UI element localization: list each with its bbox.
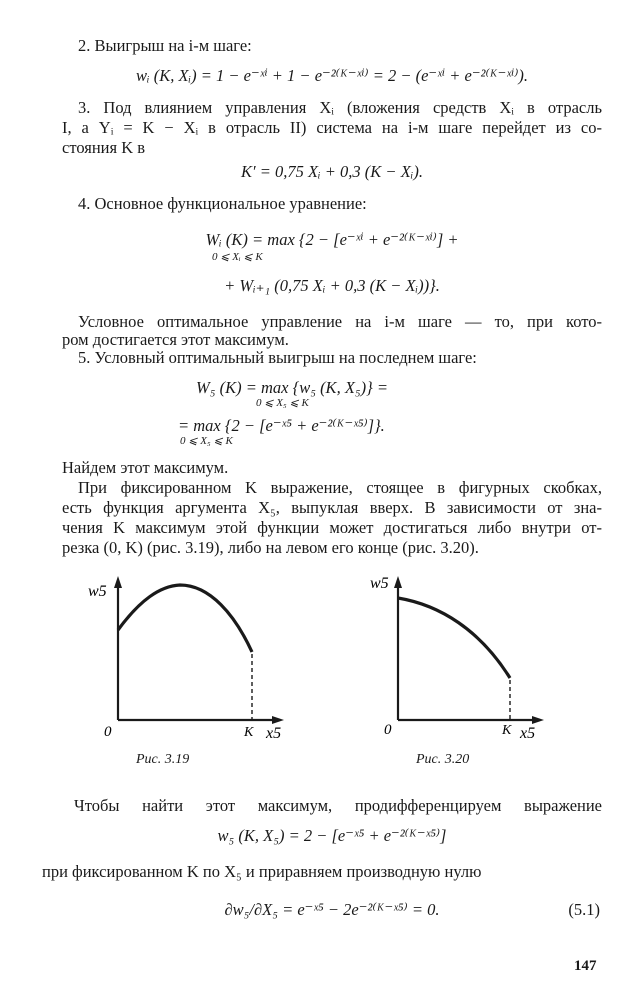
figure-caption: Рис. 3.20 bbox=[416, 752, 470, 767]
figure-3-19 bbox=[80, 570, 300, 740]
formula-last-step: W₅ (K) = max {w₅ (K, X₅)} = bbox=[196, 378, 388, 397]
x-axis-arrow-icon bbox=[272, 716, 284, 724]
origin-label: 0 bbox=[104, 724, 112, 740]
y-axis-arrow-icon bbox=[394, 576, 402, 588]
y-axis-label: w5 bbox=[370, 575, 389, 592]
paragraph-line: I, а Yᵢ = K − Xᵢ в отрасль II) система на i-м шаге перейдет из со- bbox=[62, 118, 602, 137]
paragraph-line: стояния K в bbox=[62, 138, 146, 157]
paragraph-line: резка (0, K) (рис. 3.19), либо на левом его конце (рис. 3.20). bbox=[62, 538, 479, 557]
page-number: 147 bbox=[574, 958, 597, 974]
item-2-heading: 2. Выигрыш на i-м шаге: bbox=[78, 36, 252, 55]
figure-3-20 bbox=[360, 570, 560, 740]
max-subscript: 0 ⩽ X₅ ⩽ K bbox=[256, 397, 309, 409]
paragraph-line: Найдем этот максимум. bbox=[62, 458, 229, 477]
formula-state-transition: K′ = 0,75 Xᵢ + 0,3 (K − Xᵢ). bbox=[240, 162, 423, 181]
y-axis-arrow-icon bbox=[114, 576, 122, 588]
max-subscript: 0 ⩽ Xᵢ ⩽ K bbox=[212, 251, 263, 263]
paragraph-line: ром достигается этот максимум. bbox=[62, 330, 289, 349]
x-axis-arrow-icon bbox=[532, 716, 544, 724]
formula-functional-equation-cont: + Wᵢ₊₁ (0,75 Xᵢ + 0,3 (K − Xᵢ))}. bbox=[224, 276, 440, 295]
formula-last-step-cont: = max {2 − [e⁻ˣ⁵ + e⁻²⁽ᴷ⁻ˣ⁵⁾]}. bbox=[178, 416, 385, 435]
paragraph-line: чения K максимум этой функции может достигаться либо внутри от- bbox=[62, 518, 602, 537]
paragraph-line: при фиксированном K по X₅ и приравняем производную нулю bbox=[42, 862, 482, 881]
item-5-heading: 5. Условный оптимальный выигрыш на последнем шаге: bbox=[78, 348, 477, 367]
formula-derivative: ∂w₅/∂X₅ = e⁻ˣ⁵ − 2e⁻²⁽ᴷ⁻ˣ⁵⁾ = 0. bbox=[224, 900, 440, 919]
x-axis-label: x5 bbox=[520, 725, 536, 740]
function-curve bbox=[398, 598, 510, 678]
item-4-heading: 4. Основное функциональное уравнение: bbox=[78, 194, 367, 213]
k-label: K bbox=[502, 723, 512, 738]
function-curve bbox=[118, 585, 252, 652]
formula-win-step: wᵢ (K, Xᵢ) = 1 − e⁻ˣⁱ + 1 − e⁻²⁽ᴷ⁻ˣⁱ⁾ = 2 − (e⁻ˣⁱ + e⁻²⁽ᴷ⁻ˣⁱ⁾). bbox=[135, 66, 529, 85]
max-subscript: 0 ⩽ X₅ ⩽ K bbox=[180, 435, 233, 447]
x-axis-label: x5 bbox=[266, 725, 282, 740]
figure-caption: Рис. 3.19 bbox=[136, 752, 190, 767]
paragraph-line: есть функция аргумента X₅, выпуклая вверх. В зависимости от зна- bbox=[62, 498, 602, 517]
k-label: K bbox=[244, 725, 254, 740]
y-axis-label: w5 bbox=[88, 583, 107, 600]
formula-functional-equation: Wᵢ (K) = max {2 − [e⁻ˣⁱ + e⁻²⁽ᴷ⁻ˣⁱ⁾] + bbox=[205, 230, 459, 249]
paragraph-line: Чтобы найти этот максимум, продифференцируем выражение bbox=[74, 796, 602, 815]
paragraph-line: Условное оптимальное управление на i-м шаге — то, при кото- bbox=[78, 312, 602, 331]
origin-label: 0 bbox=[384, 722, 392, 738]
item-3-text: 3. Под влиянием управления Xᵢ (вложения средств Xᵢ в отрасль bbox=[78, 98, 602, 117]
paragraph-line: При фиксированном K выражение, стоящее в фигурных скобках, bbox=[78, 478, 602, 497]
equation-number: (5.1) bbox=[568, 900, 600, 919]
formula-derivative-target: w₅ (K, X₅) = 2 − [e⁻ˣ⁵ + e⁻²⁽ᴷ⁻ˣ⁵⁾] bbox=[217, 826, 447, 845]
